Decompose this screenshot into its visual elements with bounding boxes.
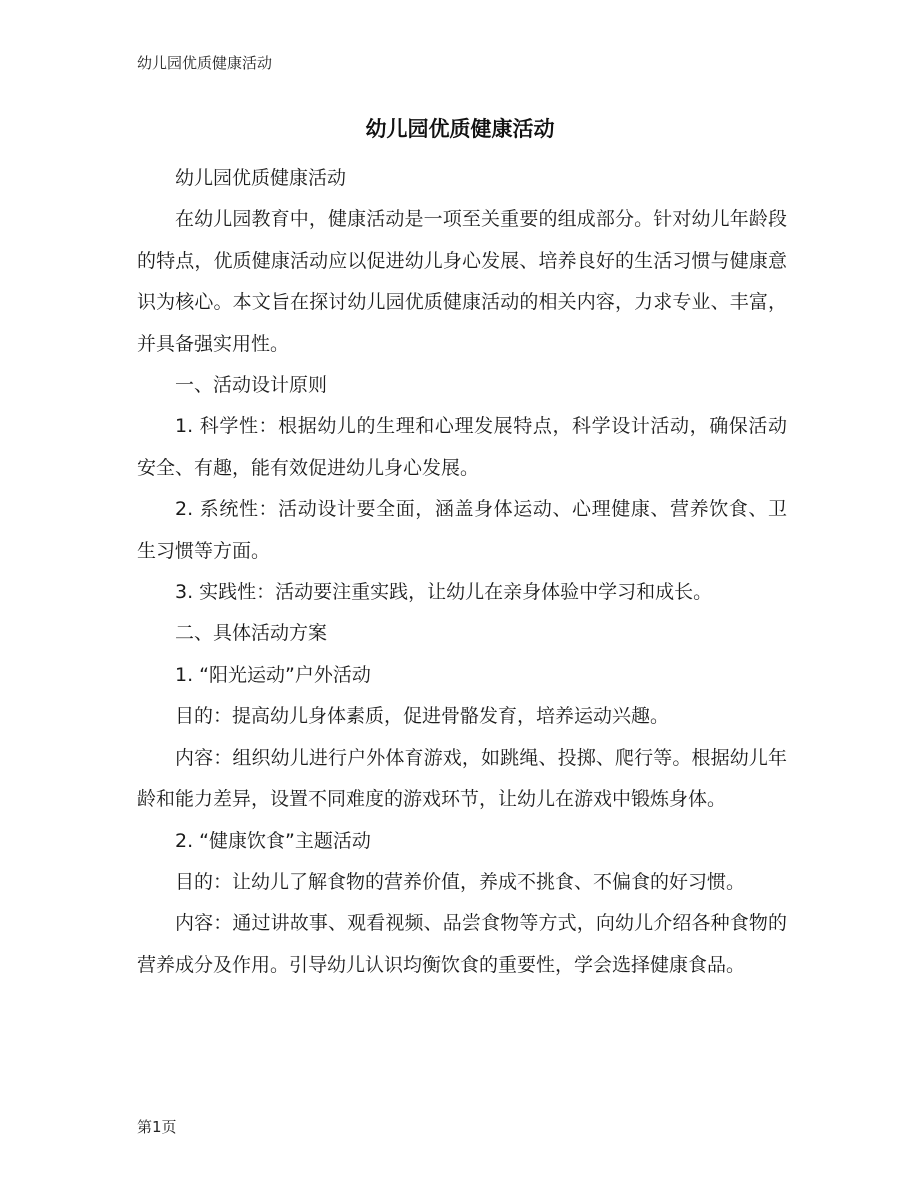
running-header: 幼儿园优质健康活动 [137, 54, 273, 72]
activity-2-content: 内容：通过讲故事、观看视频、品尝食物等方式，向幼儿介绍各种食物的营养成分及作用。引导幼儿认识均衡饮食的重要性，学会选择健康食品。 [137, 912, 787, 976]
document-title: 幼儿园优质健康活动 [365, 117, 555, 141]
page-number: 第1页 [137, 1118, 177, 1136]
activity-1-content: 内容：组织幼儿进行户外体育游戏，如跳绳、投掷、爬行等。根据幼儿年龄和能力差异，设置不同难度的游戏环节，让幼儿在游戏中锻炼身体。 [137, 746, 787, 811]
principle-systematic: 2. 系统性：活动设计要全面，涵盖身体运动、心理健康、营养饮食、卫生习惯等方面。 [137, 498, 787, 562]
intro-paragraph: 在幼儿园教育中，健康活动是一项至关重要的组成部分。针对幼儿年龄段的特点，优质健康活动应以促进幼儿身心发展、培养良好的生活习惯与健康意识为核心。本文旨在探讨幼儿园优质健康活动的相关内容，力求专业、丰富，并具备强实用性。 [137, 208, 787, 355]
activity-1-heading: 1. “阳光运动”户外活动 [175, 663, 371, 686]
section-heading-plans: 二、具体活动方案 [175, 622, 328, 645]
document-body [137, 158, 787, 986]
activity-2-heading: 2. “健康饮食”主题活动 [175, 829, 371, 852]
activity-2-goal: 目的：让幼儿了解食物的营养价值，养成不挑食、不偏食的好习惯。 [175, 870, 746, 893]
section-heading-principles: 一、活动设计原则 [175, 374, 328, 397]
activity-1-goal: 目的：提高幼儿身体素质，促进骨骼发育，培养运动兴趣。 [175, 705, 670, 728]
subtitle-paragraph: 幼儿园优质健康活动 [175, 167, 347, 189]
principle-practical: 3. 实践性：活动要注重实践，让幼儿在亲身体验中学习和成长。 [175, 581, 713, 604]
principle-scientific: 1. 科学性：根据幼儿的生理和心理发展特点，科学设计活动，确保活动安全、有趣，能有效促进幼儿身心发展。 [137, 415, 787, 479]
